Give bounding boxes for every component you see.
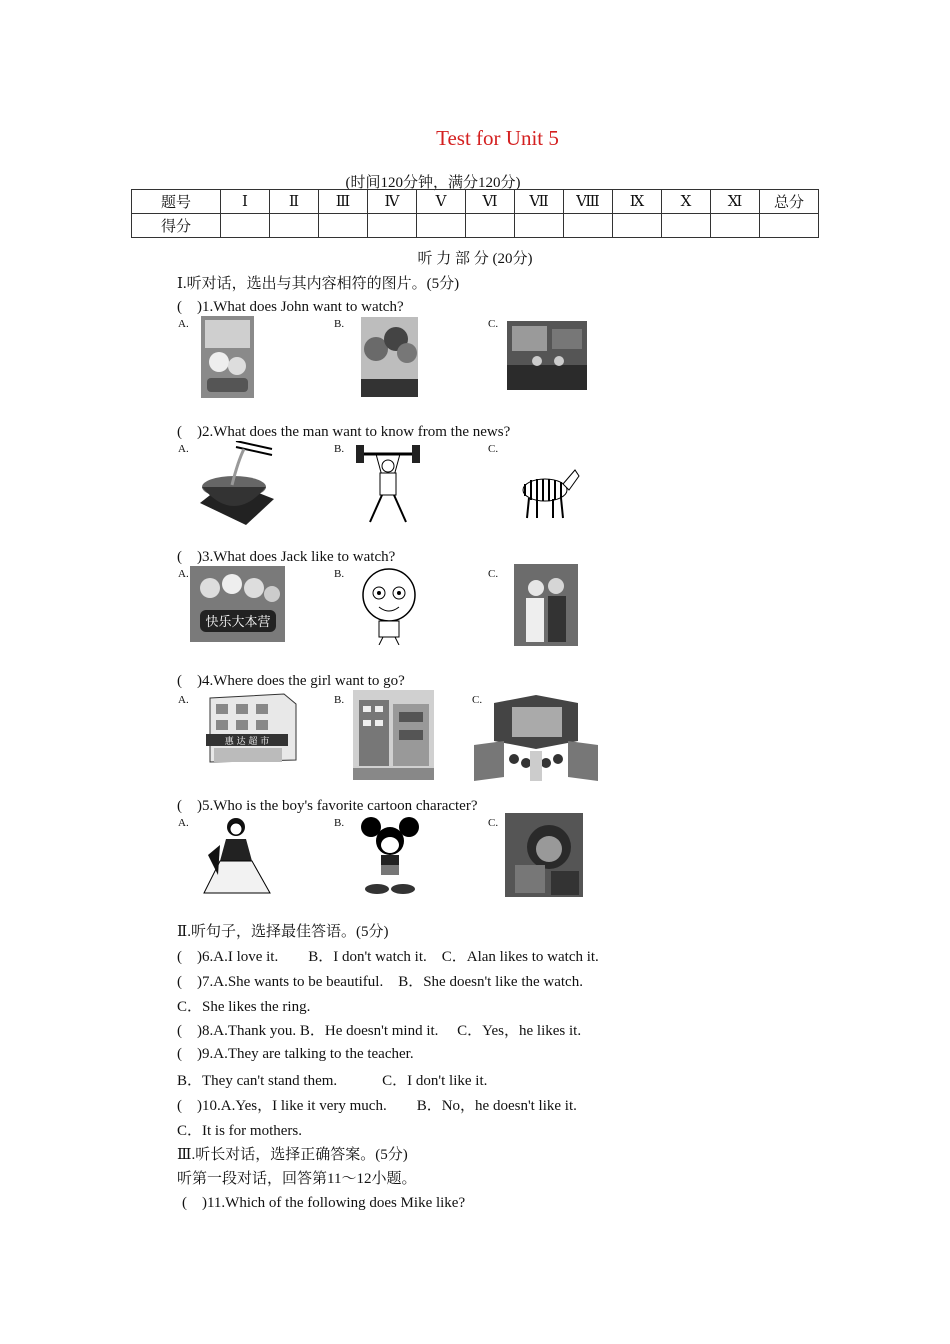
faces-poster-image[interactable] — [361, 317, 418, 397]
question-4: ( )4.Where does the girl want to go? — [177, 673, 405, 689]
score-cell[interactable] — [221, 214, 270, 238]
score-cell[interactable] — [319, 214, 368, 238]
page-title: Test for Unit 5 — [436, 126, 559, 150]
header-cell: Ⅱ — [270, 190, 319, 214]
header-cell: 总分 — [760, 190, 819, 214]
question-5: ( )5.Who is the boy's favorite cartoon character? — [177, 798, 478, 814]
option-label-a: A. — [178, 568, 189, 580]
option-label-b: B. — [334, 443, 345, 455]
option-label-a: A. — [178, 817, 189, 829]
part1-heading: Ⅰ.听对话，选出与其内容相符的图片。(5分) — [177, 276, 460, 292]
score-cell[interactable] — [417, 214, 466, 238]
header-cell: 题号 — [132, 190, 221, 214]
option-label-b: B. — [334, 817, 345, 829]
question-1: ( )1.What does John want to watch? — [177, 299, 404, 315]
question-8: ( )8.A.Thank you. B．He doesn't mind it. C．Yes，he likes it. — [177, 1023, 582, 1039]
option-label-c: C. — [488, 318, 499, 330]
header-cell: Ⅵ — [466, 190, 515, 214]
option-label-b: B. — [334, 568, 345, 580]
header-cell: Ⅺ — [711, 190, 760, 214]
svg-text:快乐大本营: 快乐大本营 — [205, 615, 271, 630]
question-7-option-c: C．She likes the ring. — [177, 999, 311, 1015]
score-cell[interactable] — [466, 214, 515, 238]
costume-drama-image[interactable] — [514, 564, 578, 646]
question-9: ( )9.A.They are talking to the teacher. — [177, 1046, 414, 1062]
header-cell: Ⅰ — [221, 190, 270, 214]
score-cell[interactable] — [270, 214, 319, 238]
option-label-c: C. — [488, 568, 499, 580]
section-heading: 听 力 部 分 (20分) — [417, 251, 533, 267]
option-label-c: C. — [488, 817, 499, 829]
score-cell[interactable] — [515, 214, 564, 238]
weightlifter-image[interactable] — [356, 440, 420, 524]
question-9-options: B．They can't stand them. C．I don't like it. — [177, 1073, 488, 1089]
noodle-bowl-image[interactable] — [196, 441, 274, 525]
header-cell: Ⅷ — [564, 190, 613, 214]
part3-intro: 听第一段对话，回答第11～12小题。 — [177, 1171, 417, 1187]
option-label-b: B. — [334, 318, 345, 330]
score-cell[interactable] — [613, 214, 662, 238]
header-cell: Ⅶ — [515, 190, 564, 214]
header-cell: Ⅳ — [368, 190, 417, 214]
part3-heading: Ⅲ.听长对话，选择正确答案。(5分) — [177, 1147, 408, 1163]
question-3: ( )3.What does Jack like to watch? — [177, 549, 396, 565]
question-10-option-c: C．It is for mothers. — [177, 1123, 302, 1139]
shop-sign: 惠 达 超 市 — [224, 737, 270, 747]
option-label-a: A. — [178, 443, 189, 455]
score-table-score-row — [132, 214, 819, 238]
row-label: 得分 — [132, 214, 221, 238]
question-6: ( )6.A.I love it. B．I don't watch it. C．Alan likes to watch it. — [177, 949, 599, 965]
zebra-image[interactable] — [511, 466, 581, 520]
option-label-c: C. — [472, 694, 483, 706]
score-table-header-row — [132, 190, 819, 214]
score-table — [131, 189, 819, 238]
question-7: ( )7.A.She wants to be beautiful. B．She doesn't like the watch. — [177, 974, 583, 990]
tv-show-poster-image[interactable] — [190, 566, 285, 642]
mickey-mouse-image[interactable] — [359, 815, 421, 895]
time-score-note: (时间120分钟，满分120分) — [345, 175, 521, 191]
question-10: ( )10.A.Yes，I like it very much. B．No，he doesn't like it. — [177, 1098, 577, 1114]
score-cell[interactable] — [711, 214, 760, 238]
question-2: ( )2.What does the man want to know from the news? — [177, 424, 511, 440]
option-label-a: A. — [178, 318, 189, 330]
header-cell: Ⅲ — [319, 190, 368, 214]
snow-white-image[interactable] — [200, 815, 272, 897]
option-label-a: A. — [178, 694, 189, 706]
score-cell[interactable] — [368, 214, 417, 238]
header-cell: Ⅴ — [417, 190, 466, 214]
option-label-b: B. — [334, 694, 345, 706]
part2-heading: Ⅱ.听句子，选择最佳答语。(5分) — [177, 924, 389, 940]
score-cell[interactable] — [662, 214, 711, 238]
supermarket-building-image[interactable] — [196, 690, 300, 774]
cinema-image[interactable] — [474, 693, 598, 781]
lion-king-image[interactable] — [505, 813, 583, 897]
cartoon-poster-image[interactable] — [201, 316, 254, 398]
score-cell[interactable] — [564, 214, 613, 238]
header-cell: Ⅸ — [613, 190, 662, 214]
question-11: ( )11.Which of the following does Mike like? — [182, 1195, 466, 1211]
office-building-image[interactable] — [353, 690, 434, 780]
news-studio-image[interactable] — [507, 321, 587, 390]
score-cell[interactable] — [760, 214, 819, 238]
option-label-c: C. — [488, 443, 499, 455]
cartoon-sheep-image[interactable] — [351, 565, 427, 645]
header-cell: Ⅹ — [662, 190, 711, 214]
